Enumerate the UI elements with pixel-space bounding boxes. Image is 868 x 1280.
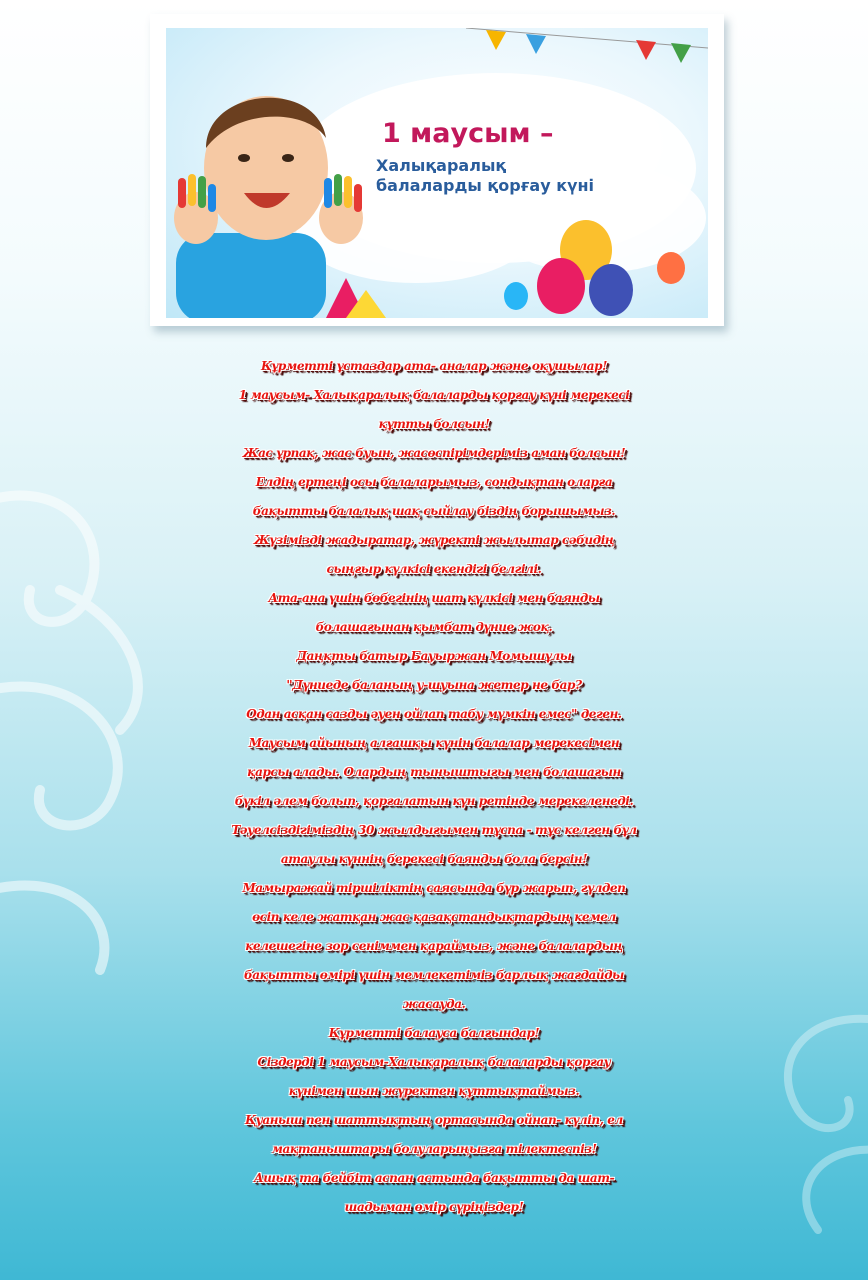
- greeting-line: Жас ұрпақ, жас буын, жасөспірімдеріміз аман болсын!: [242, 446, 626, 460]
- greeting-line: Сіздерді 1 маусым-Халықаралық балаларды қорғау: [257, 1055, 611, 1069]
- greeting-line: Тәуелсіздігіміздің 30 жылдығымен тұспа - тұс келген бұл: [231, 823, 637, 837]
- greeting-line: Ата-ана үшін бөбегінің шат күлкісі мен баянды: [268, 591, 600, 605]
- greeting-line: күнімен шын жүректен құттықтаймыз.: [288, 1084, 580, 1098]
- banner-subtitle-line2: балаларды қорғау күні: [376, 176, 595, 195]
- greeting-line: Даңқты батыр Бауыржан Момышұлы: [296, 649, 572, 663]
- greeting-line: сыңғыр күлкісі екендігі белгілі.: [326, 562, 542, 576]
- greeting-line: "Дүниеде баланың у-шуына жетер не бар?: [286, 678, 582, 692]
- greeting-line: атаулы күннің берекесі баянды бола берсін!: [280, 852, 588, 866]
- banner-image: [166, 28, 708, 318]
- banner-frame: [150, 14, 724, 326]
- greeting-line: өсіп келе жатқан жас қазақстандықтардың кемел: [252, 910, 616, 924]
- greeting-line: Жүзімізді жадыратар, жүректі жылытар сәбидің: [253, 533, 615, 547]
- greeting-line: бүкіл әлем болып, қорғалатын күн ретінде мерекеленеді.: [234, 794, 634, 808]
- greeting-text: [0, 352, 868, 1222]
- greeting-line: жасауда.: [402, 997, 466, 1011]
- greeting-line: Маусым айының алғашқы күнін балалар мерекесімен: [248, 736, 620, 750]
- banner-subtitle-line1: Халықаралық: [376, 156, 507, 175]
- greeting-line: болашағынан қымбат дүние жоқ.: [315, 620, 553, 634]
- greeting-line: 1 маусым- Халықаралық балаларды қорғау күні мерекесі: [238, 388, 630, 402]
- greeting-line: Ашық та бейбіт аспан астында бақытты да шат-: [253, 1171, 615, 1185]
- greeting-line: бақытты өмірі үшін мемлекетіміз барлық жағдайды: [244, 968, 624, 982]
- greeting-line: қарсы алады. Олардың тыныштығы мен болашағын: [247, 765, 621, 779]
- greeting-line: келешегіне зор сеніммен қараймыз, және балалардың: [245, 939, 623, 953]
- greeting-line: Елдің ертеңі осы балаларымыз, сондықтан оларға: [255, 475, 613, 489]
- greeting-line: Мамыражай тіршіліктің саясында бүр жарып, гүлдеп: [242, 881, 626, 895]
- banner-title: 1 маусым –: [382, 118, 554, 149]
- greeting-line: Құрметті балауса балғындар!: [328, 1026, 540, 1040]
- greeting-line: Құрметті ұстаздар ата- аналар және оқушылар!: [260, 359, 608, 373]
- greeting-line: мақтаныштары болуларыңызға тілектеспіз!: [271, 1142, 597, 1156]
- greeting-line: бақытты балалық шақ сыйлау біздің борышымыз.: [252, 504, 616, 518]
- greeting-line: құтты болсын!: [378, 417, 490, 431]
- greeting-line: Одан асқан сазды әуен ойлап табу мүмкін емес" деген.: [246, 707, 622, 721]
- greeting-line: шадыман өмір сүріңіздер!: [344, 1200, 524, 1214]
- greeting-line: Қуаныш пен шаттықтың ортасында ойнап- күліп, ел: [245, 1113, 623, 1127]
